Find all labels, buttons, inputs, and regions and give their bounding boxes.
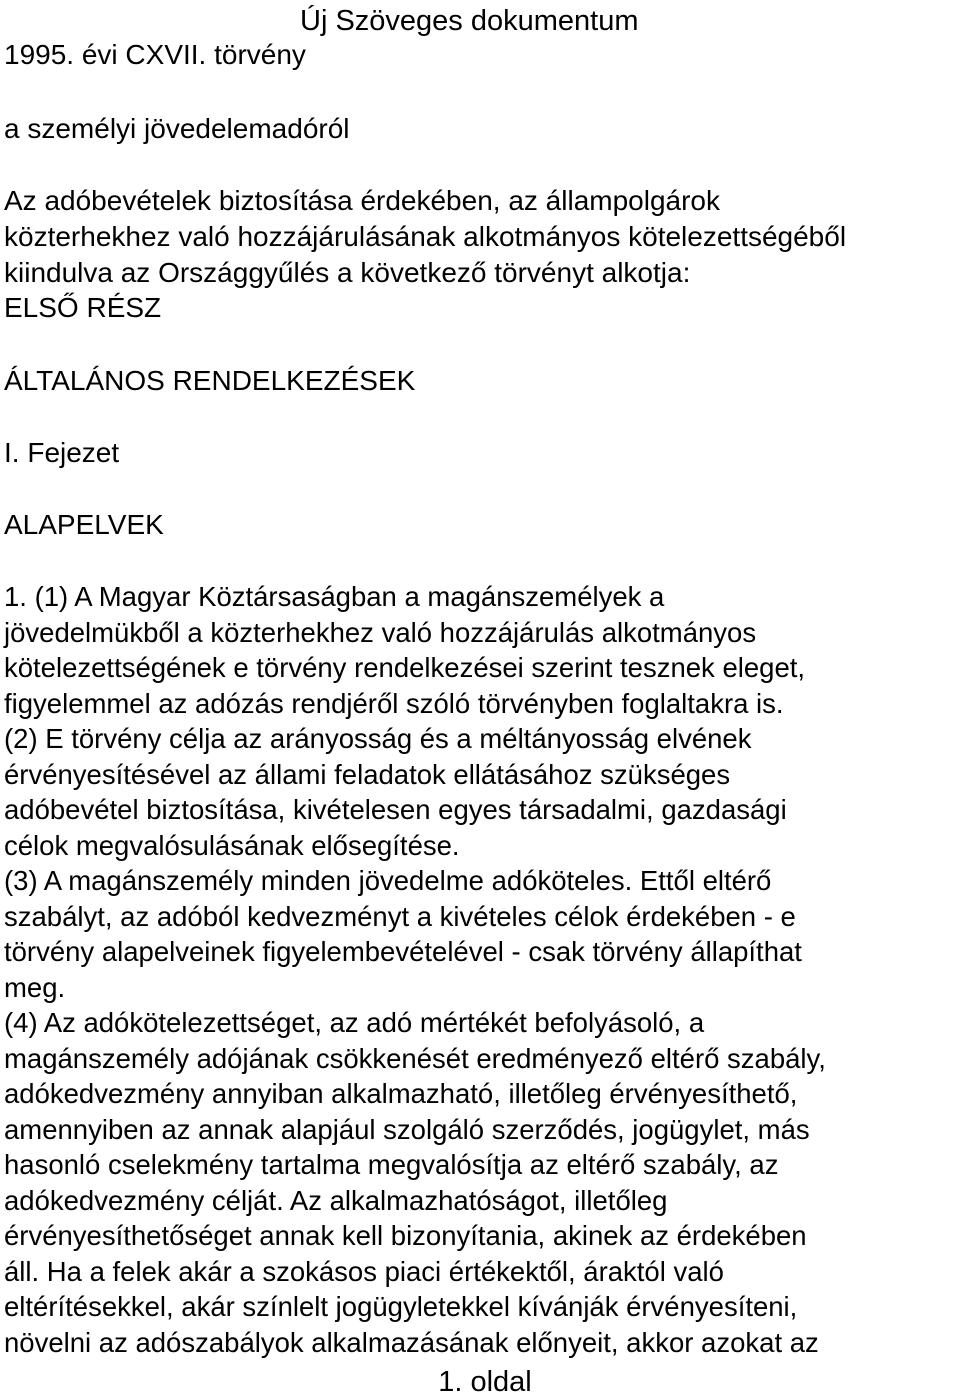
body-line: 1. (1) A Magyar Köztársaságban a magánszemélyek a [4, 581, 665, 612]
body-line: érvényesítésével az állami feladatok ellátásához szükséges [4, 758, 731, 790]
body-line: adóbevétel biztosítása, kivételesen egyes társadalmi, gazdasági [4, 794, 787, 825]
preamble-line: kiindulva az Országgyűlés a következő törvényt alkotja: [4, 257, 691, 288]
body-line: (3) A magánszemély minden jövedelme adóköteles. Ettől eltérő [4, 865, 772, 896]
body-line: áll. Ha a felek akár a szokásos piaci értékektől, áraktól való [4, 1255, 724, 1287]
body-line: eltérítésekkel, akár színlelt jogügyletekkel kívánják érvényesíteni, [4, 1291, 798, 1322]
chapter-title: ALAPELVEK [4, 509, 164, 540]
part-heading: ELSŐ RÉSZ [4, 292, 162, 323]
body-line: célok megvalósulásának elősegítése. [4, 829, 460, 861]
chapter-heading: I. Fejezet [4, 437, 120, 468]
page-number: 1. oldal [438, 1366, 532, 1398]
body-line: növelni az adószabályok alkalmazásának előnyeit, akkor azokat az [4, 1326, 819, 1358]
body-line: (2) E törvény célja az arányosság és a méltányosság elvének [4, 723, 752, 754]
page-footer [0, 1364, 960, 1400]
body-line: hasonló cselekmény tartalma megvalósítja az eltérő szabály, az [4, 1149, 779, 1180]
body-line: szabályt, az adóból kedvezményt a kivételes célok érdekében - e [4, 900, 796, 932]
preamble-line: Az adóbevételek biztosítása érdekében, az állampolgárok [4, 185, 720, 216]
body-line: meg. [4, 971, 66, 1003]
body-line: adókedvezmény annyiban alkalmazható, illetőleg érvényesíthető, [4, 1078, 798, 1109]
law-number: 1995. évi CXVII. törvény [4, 39, 306, 70]
body-line: (4) Az adókötelezettséget, az adó mértékét befolyásoló, a [4, 1007, 705, 1038]
preamble-line: közterhekhez való hozzájárulásának alkotmányos kötelezettségéből [4, 221, 847, 252]
body-line: érvényesíthetőséget annak kell bizonyítania, akinek az érdekében [4, 1220, 807, 1251]
body-line: jövedelmükből a közterhekhez való hozzájárulás alkotmányos [4, 616, 757, 648]
part-title: ÁLTALÁNOS RENDELKEZÉSEK [4, 365, 416, 396]
document-title: Új Szöveges dokumentum [300, 5, 639, 37]
body-line: figyelemmel az adózás rendjéről szóló törvényben foglaltakra is. [4, 687, 784, 719]
law-subject: a személyi jövedelemadóról [4, 113, 350, 144]
body-line: törvény alapelveinek figyelembevételével - csak törvény állapíthat [4, 936, 802, 967]
body-line: kötelezettségének e törvény rendelkezései szerint tesznek eleget, [4, 652, 806, 683]
body-line: magánszemély adójának csökkenését eredményező eltérő szabály, [4, 1042, 826, 1074]
body-line: amennyiben az annak alapjául szolgáló szerződés, jogügylet, más [4, 1113, 810, 1145]
section-1-body [4, 579, 956, 1360]
body-line: adókedvezmény célját. Az alkalmazhatóságot, illetőleg [4, 1184, 668, 1216]
